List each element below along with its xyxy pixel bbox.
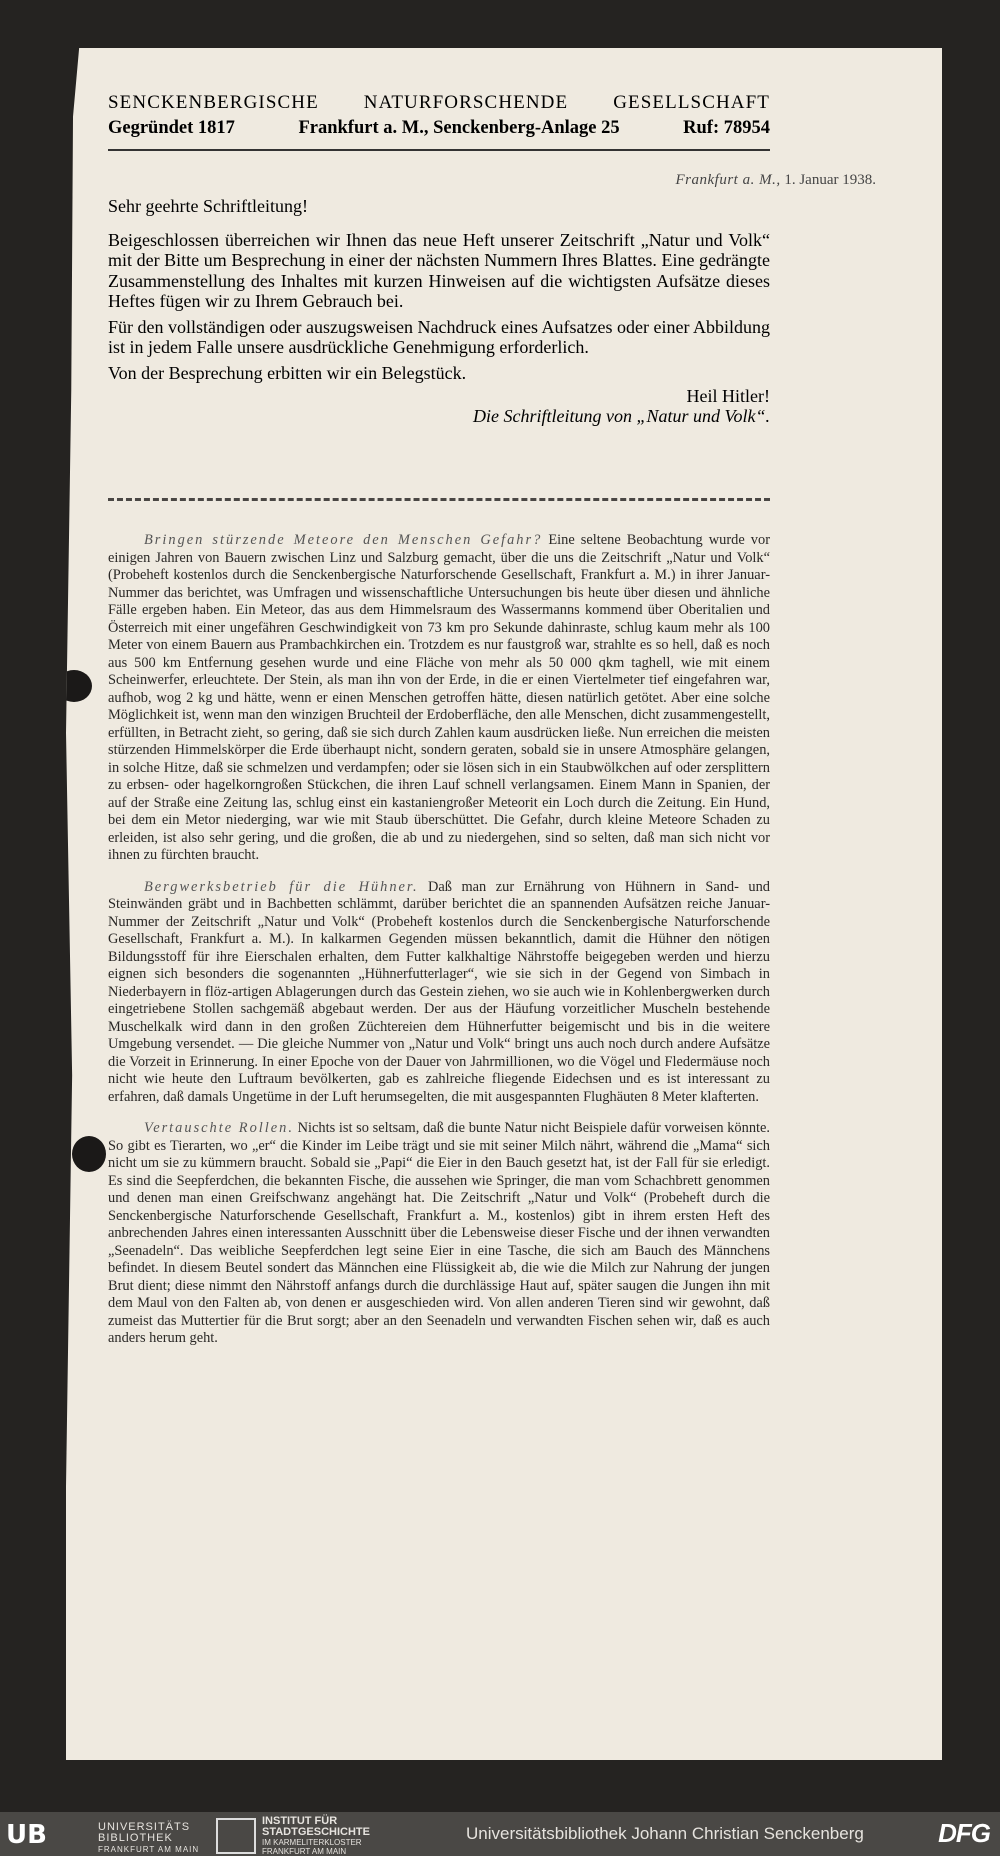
inst-line-3: IM KARMELITERKLOSTER [262, 1838, 362, 1847]
phone-number: Ruf: 78954 [683, 118, 770, 138]
article-meteors [108, 532, 770, 865]
inst-line-2: STADTGESCHICHTE [262, 1826, 370, 1838]
ub-line-1: UNIVERSITÄTS [98, 1821, 191, 1833]
dfg-logo[interactable]: DFG [938, 1818, 990, 1848]
article-body: Daß man zur Ernährung von Hühnern in Sand- und Steinwänden gräbt und in Bachbetten schlämmt, darüber berichtet die an spannenden Aufsätzen reiche Januar-Nummer der Zeitschrift „Natur und Volk“ (Probeheft kostenlos durch die Senckenbergische Naturforschende Gesellschaft, Frankfurt a. M.). In kalkarmen Gegenden müssen bekanntlich, damit die Hühner den nötigen Bildungsstoff für ihre Eierschalen erhalten, dem Futter kalkhaltige Nährstoffe beigegeben werden und hierzu eignen sich besonders die sogenannten „Hühnerfutterlager“, wie sie sich in der Gegend von Simbach in Niederbayern in flöz-artigen Ablagerungen durch das Gestein ziehen, wo sie auch wie in Kohlenbergwerken durch eingetriebene Stollen sachgemäß abgebaut werden. Der aus der Häufung vorzeitlicher Muscheln bestehende Muschelkalk wird dann in den großen Züchtereien dem Hühnerfutter beigemischt und bis in die weitere Umgebung versendet. — Die gleiche Nummer von „Natur und Volk“ bringt uns auch noch durch andere Aufsätze die Vorzeit in Erinnerung. In einer Epoche von der Dauer von Jahrmillionen, wo die Vögel und Fledermäuse noch nicht wie heute den Luftraum bevölkerten, gab es zahlreiche fliegende Eidechsen und es ist interessant zu erfahren, daß damals Ungetüme in der Luft herumsegelten, die mit ausgespannten Flughäuten 8 Meter klafterten. [108, 878, 770, 1105]
ub-logo[interactable]: UB [6, 1820, 47, 1850]
inst-line-1: INSTITUT FÜR [262, 1815, 338, 1827]
signature: Die Schriftleitung von „Natur und Volk“. [473, 405, 770, 426]
viewer-footer [0, 1812, 1000, 1856]
letter-paragraph-1: Beigeschlossen überreichen wir Ihnen das neue Heft unserer Zeitschrift „Natur und Volk“ mit der Bitte um Besprechung in einer der nächsten Nummern Ihres Blattes. Eine gedrängte Zusammenstellung des Inhaltes mit kurzen Hinweisen auf die wichtigsten Aufsätze dieses Heftes fügen wir zu Ihrem Gebrauch bei. [108, 230, 770, 311]
society-name: SENCKENBERGISCHE NATURFORSCHENDE GESELLSCHAFT [108, 92, 770, 113]
letter-paragraph-2: Für den vollständigen oder auszugsweisen Nachdruck eines Aufsatzes oder einer Abbildung ist in jedem Falle unsere ausdrückliche Genehmigung erforderlich. [108, 317, 770, 358]
letterhead-details [108, 118, 770, 139]
founded-year: Gegründet 1817 [108, 118, 235, 138]
library-name: Universitätsbibliothek Johann Christian Senckenberg [466, 1824, 864, 1843]
letterhead-rule [108, 149, 770, 151]
date-place: Frankfurt a. M., [675, 172, 781, 188]
date-value: 1. Januar 1938. [784, 172, 876, 188]
article-body: Eine seltene Beobachtung wurde vor einigen Jahren von Bauern zwischen Linz und Salzburg gemacht, über die uns die Zeitschrift „Natur und Volk“ (Probeheft kostenlos durch die Senckenbergische Naturforschende Gesellschaft, Frankfurt a. M.) in ihrer Januar-Nummer das berichtet, was Umfragen und wissenschaftliche Untersuchungen bis heute über diesen und ähnliche Fälle ergeben haben. Ein Meteor, das aus dem Himmelsraum des Wassermanns kommend über Oberitalien und Österreich mit einer ungefähren Geschwindigkeit von 73 km pro Sekunde dahinraste, schlug kaum mehr als 100 Meter von einem Bauern aus Prambachkirchen ein. Trotzdem es nur faustgroß war, strahlte es so hell, daß es noch aus 500 km Entfernung gesehen wurde und eine Fläche von mehr als 50 000 qkm taghell, wie mit einem Scheinwerfer, erleuchtete. Der Stein, als man ihn von der Erde, in die er einen Viertelmeter tief eingefahren war, aufhob, wog 2 kg und hätte, wenn er einen Menschen getroffen hätte, diesen natürlich getötet. Aber eine solche Möglichkeit ist, wenn man den winzigen Bruchteil der Erdoberfläche, den alle Menschen, dicht zusammengestellt, erfüllten, in Betracht zieht, so gering, daß sie sich durch Zahlen kaum ausdrücken ließe. Nun erreichen die meisten stürzenden Himmelskörper die Erde überhaupt nicht, sondern geraten, sobald sie in unsere Atmosphäre gelangen, in solche Hitze, daß sie schmelzen und verdampfen; oder sie lösen sich in ein Staubwölkchen auf oder zersplittern zu erbsen- oder hagelkorngroßen Stückchen, die ihren Lauf schnell verlangsamen. Einem Mann in Spanien, der auf der Straße eine Zeitung las, schlug einst ein kastaniengroßer Meteorit ein Loch durch die Zeitung. Ein Hund, bei dem ein Metor niederging, war wie mit Staub überschüttet. Die Gefahr, durch kleine Meteore Schaden zu erleiden, ist also sehr gering, und die großen, die ab und zu niedergehen, sind so selten, daß man sich nicht vor ihnen zu fürchten braucht. [108, 532, 770, 863]
dashed-divider [108, 498, 770, 504]
article-list [108, 532, 770, 1362]
punch-hole-bottom [72, 1136, 106, 1172]
cover-letter [108, 196, 770, 426]
ub-line-2: BIBLIOTHEK [98, 1832, 173, 1844]
institute-logo-icon[interactable] [216, 1818, 256, 1854]
letterhead [108, 92, 770, 151]
article-chickens [108, 879, 770, 1107]
punch-hole-top [56, 670, 92, 702]
article-title: Bringen stürzende Meteore den Menschen Gefahr? [144, 532, 543, 548]
inst-line-4: FRANKFURT AM MAIN [262, 1847, 347, 1856]
ub-line-3: FRANKFURT AM MAIN [98, 1845, 200, 1854]
article-title: Vertauschte Rollen. [144, 1120, 294, 1136]
letter-paragraph-3: Von der Besprechung erbitten wir ein Belegstück. [108, 363, 467, 384]
article-title: Bergwerksbetrieb für die Hühner. [144, 878, 419, 895]
salutation: Sehr geehrte Schriftleitung! [108, 196, 308, 216]
ub-wordmark [98, 1822, 199, 1855]
closing: Heil Hitler! [686, 385, 770, 406]
dateline [676, 172, 876, 189]
article-seahorses [108, 1120, 770, 1348]
institute-wordmark [262, 1816, 370, 1856]
article-body: Nichts ist so seltsam, daß die bunte Natur nicht Beispiele dafür vorweisen könnte. So gibt es Tierarten, wo „er“ die Kinder im Leibe trägt und sie mit seiner Milch nährt, während die „Mama“ sich nicht um sie zu kümmern braucht. Sobald sie „Papi“ die Eier in den Bauch gesetzt hat, ist der Fall für sie erledigt. Es sind die Seepferdchen, die bekannten Fische, die aussehen wie Springer, die man vom Schachbrett genommen und denen man einen Greifschwanz angehängt hat. Die Zeitschrift „Natur und Volk“ (Probeheft durch die Senckenbergische Naturforschende Gesellschaft, Frankfurt a. M., kostenlos) gibt in ihrem ersten Heft des anbrechenden Jahres einen interessanten Ausschnitt über die Lebensweise dieser Fische und der ihnen verwandten „Seenadeln“. Das weibliche Seepferdchen legt seine Eier in eine Tasche, die sich am Bauch des Männchens befindet. In diesem Beutel sondert das Männchen eine Flüssigkeit ab, die wie die Milch zur Nahrung der jungen Brut dient; diese nimmt den Nährstoff anfangs durch die durchlässige Haut auf, später saugen die Jungen ihn mit dem Maul von den Falten ab, von denen er ausgeschieden wird. Von allen anderen Tieren sind wir gewohnt, daß zumeist das Muttertier für die Brut sorgt; aber an den Seenadeln und verwandten Fischen sehen wir, daß es auch anders herum geht. [108, 1120, 770, 1346]
society-address: Frankfurt a. M., Senckenberg-Anlage 25 [298, 118, 620, 138]
